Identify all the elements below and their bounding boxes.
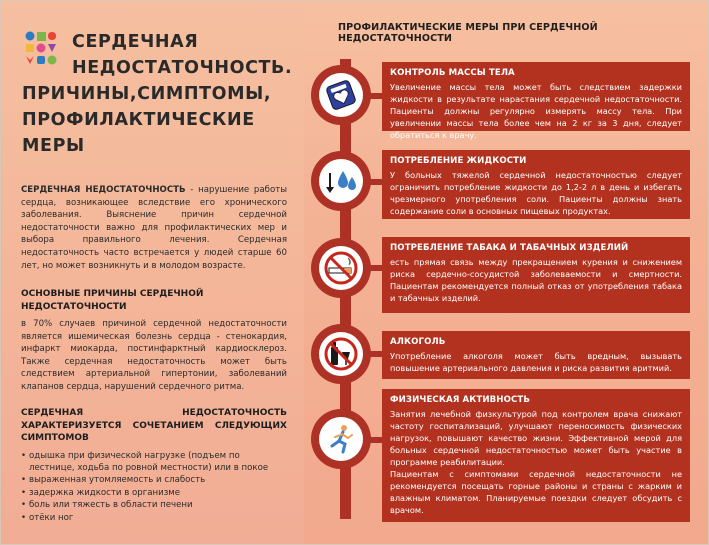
timeline-connector: [369, 179, 382, 185]
title-line-4: ПРОФИЛАКТИЧЕСКИЕ: [22, 110, 255, 130]
intro-text: - нарушение работы сердца, возникающее вследствие его хронического заболевания. Выяснение причин сердечной недостаточности важно для профилактических мер и выбора правильного лечения. Сердечная недостаточность часто встречается у людей старше 60 лет, но может возникнуть и в молодом возрасте.: [21, 185, 287, 271]
title-line-2: НЕДОСТАТОЧНОСТЬ.: [72, 58, 293, 78]
measure-card: [382, 237, 690, 313]
water-drops-icon: [319, 159, 363, 203]
measure-title: ПОТРЕБЛЕНИЕ ЖИДКОСТИ: [390, 156, 527, 166]
list-item: • задержка жидкости в организме: [21, 487, 287, 499]
measure-icon-circle: [311, 151, 371, 211]
measure-icon-circle: [311, 65, 371, 125]
measure-card: [382, 331, 690, 379]
measure-icon-circle: [311, 238, 371, 298]
scale-heart-icon: [319, 73, 363, 117]
measure-title: ФИЗИЧЕСКАЯ АКТИВНОСТЬ: [390, 395, 531, 405]
measure-title: АЛКОГОЛЬ: [390, 337, 446, 347]
measure-text: У больных тяжелой сердечной недостаточностью следует ограничить потребление жидкости до 1,2-2 л в день и избегать чрезмерного употребления соли. Пациенты должны знать содержание соли в основных пищевых продуктах.: [390, 170, 682, 216]
measure-text-2: Пациентам с симптомами сердечной недостаточности не рекомендуется посещать горные районы и страны с жарким и влажным климатом. Планируемые поездки следует обсудить с врачом.: [390, 469, 682, 515]
measure-card: [382, 389, 690, 522]
intro-paragraph: [21, 184, 287, 272]
title-line-1: СЕРДЕЧНАЯ: [72, 32, 199, 52]
measures-heading: ПРОФИЛАКТИЧЕСКИЕ МЕРЫ ПРИ СЕРДЕЧНОЙ НЕДОСТАТОЧНОСТИ: [338, 22, 598, 44]
list-item: • боль или тяжесть в области печени: [21, 499, 287, 511]
measure-card: [382, 62, 690, 140]
symptoms-list: [21, 450, 287, 524]
measure-text: Употребление алкоголя может быть вредным, вызывать повышение артериального давления и риска развития аритмий.: [390, 351, 682, 373]
timeline-connector: [369, 265, 382, 271]
causes-text: в 70% случаев причиной сердечной недостаточности является ишемическая болезнь сердца - стенокардия, инфаркт миокарда, постинфарктный кардиосклероз. Также сердечная недостаточность может быть следствием артериальной гипертонии, заболеваний клапанов сердца, нарушений сердечного ритма.: [21, 319, 287, 392]
causes-heading: ОСНОВНЫЕ ПРИЧИНЫ СЕРДЕЧНОЙ НЕДОСТАТОЧНОСТИ: [21, 289, 204, 312]
list-item: • выраженная утомляемость и слабость: [21, 474, 287, 486]
measure-text: Увеличение массы тела может быть следствием задержки жидкости в результате нарастания сердечной недостаточности. Пациенты должны регулярно измерять массу тела. При увеличении массы тела более чем на 2 кг за 3 дня, следует обратиться к врачу.: [390, 82, 682, 140]
no-alcohol-icon: [319, 332, 363, 376]
title-line-3: ПРИЧИНЫ,СИМПТОМЫ,: [22, 84, 272, 104]
list-item: • отёки ног: [21, 512, 287, 524]
intro-term: СЕРДЕЧНАЯ НЕДОСТАТОЧНОСТЬ: [21, 185, 186, 195]
list-item: • одышка при физической нагрузке (подъем по лестнице, ходьба по ровной местности) или в покое: [21, 450, 287, 475]
measure-title: КОНТРОЛЬ МАССЫ ТЕЛА: [390, 68, 515, 78]
title-line-5: МЕРЫ: [22, 136, 85, 156]
symptoms-heading: СЕРДЕЧНАЯ НЕДОСТАТОЧНОСТЬ ХАРАКТЕРИЗУЕТСЯ СОЧЕТАНИЕМ СЛЕДУЮЩИХ СИМПТОМОВ: [21, 408, 287, 443]
measure-text: Занятия лечебной физкультурой под контролем врача снижают частоту госпитализаций, улучшают переносимость физических нагрузок, повышают качество жизни. Эффективной мерой для больных сердечной недостаточностью может быть участие в программе реабилитации.: [390, 409, 682, 467]
measure-icon-circle: [311, 324, 371, 384]
measure-title: ПОТРЕБЛЕНИЕ ТАБАКА И ТАБАЧНЫХ ИЗДЕЛИЙ: [390, 243, 629, 253]
timeline-connector: [369, 93, 382, 99]
causes-section: [21, 288, 287, 394]
timeline-connector: [369, 351, 382, 357]
running-person-icon: [319, 417, 363, 461]
symptoms-section: [21, 407, 287, 524]
intro-section: [21, 184, 287, 272]
page-title: [22, 29, 302, 159]
measure-icon-circle: [311, 409, 371, 469]
measure-card: [382, 150, 690, 219]
timeline-connector: [369, 437, 382, 443]
measure-text: есть прямая связь между прекращением курения и снижением риска сердечно-сосудистой заболеваемости и смертности. Пациентам рекомендуется полный отказ от употребления табака и табачных изделий.: [390, 257, 682, 303]
no-smoking-icon: [319, 246, 363, 290]
